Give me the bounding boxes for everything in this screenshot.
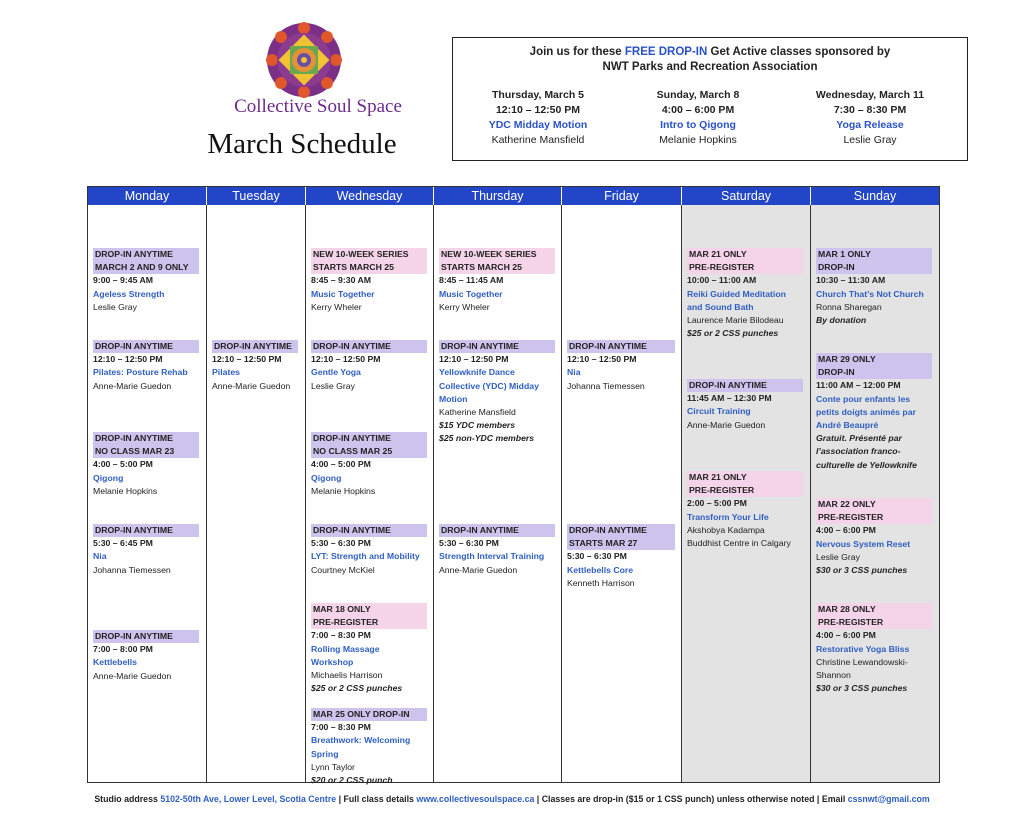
class-label: DROP-IN ANYTIME [311, 524, 427, 537]
class-name[interactable]: Breathwork: Welcoming [311, 735, 411, 746]
class-name[interactable]: Circuit Training [687, 406, 751, 417]
dropin-event [453, 88, 623, 148]
class-instructor: Melanie Hopkins [93, 485, 158, 496]
class-instructor: Lynn Taylor [311, 761, 355, 772]
class-time: 4:00 – 5:00 PM [93, 459, 153, 470]
class-entry [311, 708, 427, 787]
dropin-day: Sunday, March 8 [656, 89, 740, 101]
class-entry [311, 248, 427, 314]
class-time: 12:10 – 12:50 PM [212, 354, 282, 365]
class-name[interactable]: Gentle Yoga [311, 367, 361, 378]
class-note: $30 or 3 CSS punches [816, 683, 908, 694]
class-name[interactable]: Music Together [439, 288, 503, 299]
class-label: STARTS MAR 27 [567, 537, 675, 550]
dropin-instructor: Melanie Hopkins [659, 134, 737, 146]
class-label: DROP-IN ANYTIME [93, 248, 199, 261]
class-entry [439, 524, 555, 577]
footer-text: | Full class details [336, 794, 417, 804]
class-instructor: Leslie Gray [311, 380, 355, 391]
class-name[interactable]: Collective (YDC) Midday [439, 380, 539, 391]
dropin-instructor: Katherine Mansfield [491, 134, 585, 146]
class-label: DROP-IN ANYTIME [93, 432, 199, 445]
class-note: Gratuit. Présenté par [816, 433, 902, 444]
class-label: MAR 21 ONLY [687, 471, 803, 484]
class-label: MAR 29 ONLY [816, 353, 932, 366]
class-instructor: Leslie Gray [93, 301, 137, 312]
footer [0, 794, 1024, 804]
class-time: 5:30 – 6:30 PM [567, 551, 627, 562]
class-entry [93, 248, 199, 314]
class-name[interactable]: Motion [439, 393, 468, 404]
day-header-row [88, 187, 939, 205]
day-header-wednesday: Wednesday [306, 187, 434, 205]
class-label: MAR 18 ONLY [311, 603, 427, 616]
col-tuesday [207, 205, 306, 782]
class-name[interactable]: Conte pour enfants les [816, 393, 911, 404]
class-label: DROP-IN ANYTIME [567, 340, 675, 353]
class-note: $15 YDC members [439, 420, 516, 431]
class-instructor: Anne-Marie Guedon [687, 419, 766, 430]
class-name[interactable]: Strength Interval Training [439, 551, 545, 562]
class-time: 12:10 – 12:50 PM [439, 354, 509, 365]
class-label: DROP-IN [816, 366, 932, 379]
website-link[interactable]: www.collectivesoulspace.ca [416, 794, 535, 804]
col-wednesday [306, 205, 434, 786]
class-instructor: Anne-Marie Guedon [93, 380, 172, 391]
class-name[interactable]: André Beaupré [816, 420, 879, 431]
class-label: MAR 1 ONLY [816, 248, 932, 261]
class-name[interactable]: Church That’s Not Church [816, 288, 924, 299]
dropin-event [773, 88, 967, 148]
class-time: 9:00 – 9:45 AM [93, 275, 154, 286]
class-time: 10:30 – 11:30 AM [816, 275, 886, 286]
class-label: DROP-IN ANYTIME [212, 340, 298, 353]
class-entry [687, 248, 803, 340]
class-name[interactable]: Nia [567, 367, 581, 378]
class-name[interactable]: petits doigts animés par [816, 406, 916, 417]
dropin-time: 4:00 – 6:00 PM [661, 104, 735, 116]
dropin-heading [453, 45, 967, 75]
class-entry [93, 340, 199, 393]
class-entry [93, 432, 199, 498]
class-note: $25 or 2 CSS punches [687, 328, 779, 339]
class-instructor: Courtney McKiel [311, 564, 375, 575]
class-entry [687, 379, 803, 432]
class-label: DROP-IN [816, 261, 932, 274]
day-header-thursday: Thursday [434, 187, 562, 205]
dropin-heading-text: Join us for these [529, 46, 625, 58]
class-entry [816, 248, 932, 327]
class-instructor: Kenneth Harrison [567, 577, 635, 588]
class-note: By donation [816, 315, 867, 326]
class-entry [93, 630, 199, 683]
class-note: $30 or 3 CSS punches [816, 565, 908, 576]
class-name[interactable]: Nervous System Reset [816, 538, 911, 549]
class-note: l’association franco- [816, 446, 901, 457]
class-label: DROP-IN ANYTIME [439, 340, 555, 353]
class-label: DROP-IN ANYTIME [311, 432, 427, 445]
class-instructor: Kerry Wheler [311, 301, 362, 312]
class-label: DROP-IN ANYTIME [93, 340, 199, 353]
class-entry [567, 524, 675, 590]
dropin-time: 7:30 – 8:30 PM [833, 104, 907, 116]
class-name[interactable]: Ageless Strength [93, 288, 165, 299]
class-note: $25 or 2 CSS punches [311, 683, 403, 694]
class-instructor: Anne-Marie Guedon [93, 670, 172, 681]
dropin-heading-text-2: Get Active classes sponsored by [707, 46, 891, 58]
class-time: 11:00 AM – 12:00 PM [816, 380, 901, 391]
class-name[interactable]: Workshop [311, 656, 354, 667]
col-monday [88, 205, 207, 782]
dropin-instructor: Leslie Gray [843, 134, 897, 146]
class-entry [816, 498, 932, 577]
class-name[interactable]: Yellowknife Dance [439, 367, 515, 378]
email-link[interactable]: cssnwt@gmail.com [847, 794, 930, 804]
col-sunday [811, 205, 939, 782]
class-time: 12:10 – 12:50 PM [93, 354, 163, 365]
class-time: 8:45 – 11:45 AM [439, 275, 504, 286]
class-time: 12:10 – 12:50 PM [567, 354, 637, 365]
col-saturday [682, 205, 811, 782]
class-label: DROP-IN ANYTIME [687, 379, 803, 392]
class-instructor: Ronna Sharegan [816, 301, 882, 312]
class-name[interactable]: Spring [311, 748, 339, 759]
class-instructor: Leslie Gray [816, 551, 860, 562]
class-entry [567, 340, 675, 393]
dropin-day: Thursday, March 5 [492, 89, 584, 101]
class-label: MAR 22 ONLY [816, 498, 932, 511]
day-header-monday: Monday [88, 187, 207, 205]
class-name[interactable]: Kettlebells [93, 657, 137, 668]
dropin-day: Wednesday, March 11 [815, 89, 925, 101]
class-time: 4:00 – 5:00 PM [311, 459, 371, 470]
class-entry [311, 432, 427, 498]
class-instructor: Christine Lewandowski- [816, 656, 908, 667]
day-header-friday: Friday [562, 187, 682, 205]
class-name[interactable]: Restorative Yoga Bliss [816, 643, 910, 654]
class-instructor: Shannon [816, 670, 851, 681]
class-time: 4:00 – 6:00 PM [816, 525, 876, 536]
class-time: 12:10 – 12:50 PM [311, 354, 381, 365]
class-label: NEW 10-WEEK SERIES [439, 248, 555, 261]
class-label: STARTS MARCH 25 [439, 261, 555, 274]
brand-name: Collective Soul Space [234, 96, 402, 117]
class-label: PRE-REGISTER [687, 261, 803, 274]
class-label: PRE-REGISTER [816, 616, 932, 629]
page-title: March Schedule [207, 128, 397, 160]
class-instructor: Melanie Hopkins [311, 485, 376, 496]
class-name[interactable]: Rolling Massage [311, 643, 380, 654]
class-label: DROP-IN ANYTIME [567, 524, 675, 537]
class-time: 5:30 – 6:30 PM [311, 538, 371, 549]
class-label: DROP-IN ANYTIME [93, 630, 199, 643]
day-header-saturday: Saturday [682, 187, 811, 205]
class-name[interactable]: LYT: Strength and Mobility [311, 551, 420, 562]
class-label: NEW 10-WEEK SERIES [311, 248, 427, 261]
class-entry [212, 340, 298, 393]
class-label: DROP-IN ANYTIME [93, 524, 199, 537]
class-label: MARCH 2 AND 9 ONLY [93, 261, 199, 274]
free-dropin-text: FREE DROP-IN [624, 46, 708, 58]
class-entry [439, 340, 555, 446]
class-label: DROP-IN ANYTIME [311, 340, 427, 353]
class-label: NO CLASS MAR 23 [93, 445, 199, 458]
class-entry [687, 471, 803, 550]
class-instructor: Katherine Mansfield [439, 407, 516, 418]
class-label: DROP-IN ANYTIME [439, 524, 555, 537]
class-instructor: Anne-Marie Guedon [212, 380, 291, 391]
class-time: 10:00 – 11:00 AM [687, 275, 757, 286]
class-instructor: Akshobya Kadampa [687, 524, 765, 535]
class-instructor: Anne-Marie Guedon [439, 564, 518, 575]
class-time: 7:00 – 8:00 PM [93, 644, 153, 655]
class-label: STARTS MARCH 25 [311, 261, 427, 274]
class-instructor: Buddhist Centre in Calgary [687, 538, 791, 549]
dropin-class[interactable]: YDC Midday Motion [488, 119, 588, 131]
class-name[interactable]: Transform Your Life [687, 511, 769, 522]
class-instructor: Johanna Tiemessen [567, 380, 645, 391]
class-entry [439, 248, 555, 314]
mandala-logo [266, 22, 342, 98]
footer-text: Studio address [94, 794, 161, 804]
dropin-class[interactable]: Yoga Release [836, 119, 904, 131]
class-time: 7:00 – 8:30 PM [311, 722, 371, 733]
col-thursday [434, 205, 562, 782]
free-dropin-box [452, 37, 968, 161]
class-instructor: Johanna Tiemessen [93, 564, 171, 575]
class-time: 7:00 – 8:30 PM [311, 630, 371, 641]
class-name[interactable]: Kettlebells Core [567, 564, 634, 575]
class-label: PRE-REGISTER [687, 484, 803, 497]
footer-text: | Classes are drop-in ($15 or 1 CSS punch) unless otherwise noted | Email [534, 794, 848, 804]
day-header-tuesday: Tuesday [207, 187, 306, 205]
class-entry [311, 603, 427, 695]
class-label: NO CLASS MAR 25 [311, 445, 427, 458]
dropin-event [623, 88, 773, 148]
studio-address: 5102-50th Ave, Lower Level, Scotia Centre [160, 794, 337, 804]
class-note: culturelle de Yellowknife [816, 459, 917, 470]
class-time: 2:00 – 5:00 PM [687, 498, 747, 509]
dropin-sponsor: NWT Parks and Recreation Association [602, 61, 818, 73]
class-note: $20 or 2 CSS punch [311, 775, 393, 786]
class-name[interactable]: and Sound Bath [687, 301, 754, 312]
class-name[interactable]: Qigong [311, 472, 342, 483]
class-time: 11:45 AM – 12:30 PM [687, 393, 772, 404]
class-label: PRE-REGISTER [311, 616, 427, 629]
class-label: MAR 28 ONLY [816, 603, 932, 616]
class-time: 5:30 – 6:45 PM [93, 538, 153, 549]
class-time: 4:00 – 6:00 PM [816, 630, 876, 641]
class-name[interactable]: Qigong [93, 472, 124, 483]
class-name[interactable]: Nia [93, 551, 107, 562]
class-name[interactable]: Pilates [212, 367, 241, 378]
class-note: $25 non-YDC members [439, 433, 535, 444]
col-friday [562, 205, 682, 782]
class-name[interactable]: Reiki Guided Meditation [687, 288, 786, 299]
day-header-sunday: Sunday [853, 189, 897, 203]
class-entry [816, 603, 932, 695]
class-name[interactable]: Pilates: Posture Rehab [93, 367, 188, 378]
class-entry [311, 524, 427, 577]
class-entry [93, 524, 199, 577]
class-entry [311, 340, 427, 393]
schedule-table [87, 186, 940, 786]
class-instructor: Michaelis Harrison [311, 670, 383, 681]
dropin-class[interactable]: Intro to Qigong [660, 119, 736, 131]
class-label: MAR 25 ONLY DROP-IN [311, 708, 427, 721]
class-time: 5:30 – 6:30 PM [439, 538, 499, 549]
class-label: PRE-REGISTER [816, 511, 932, 524]
class-time: 8:45 – 9:30 AM [311, 275, 372, 286]
class-instructor: Kerry Wheler [439, 301, 490, 312]
dropin-time: 12:10 – 12:50 PM [495, 104, 581, 116]
class-instructor: Laurence Marie Bilodeau [687, 315, 784, 326]
class-label: MAR 21 ONLY [687, 248, 803, 261]
class-entry [816, 353, 932, 472]
class-name[interactable]: Music Together [311, 288, 375, 299]
